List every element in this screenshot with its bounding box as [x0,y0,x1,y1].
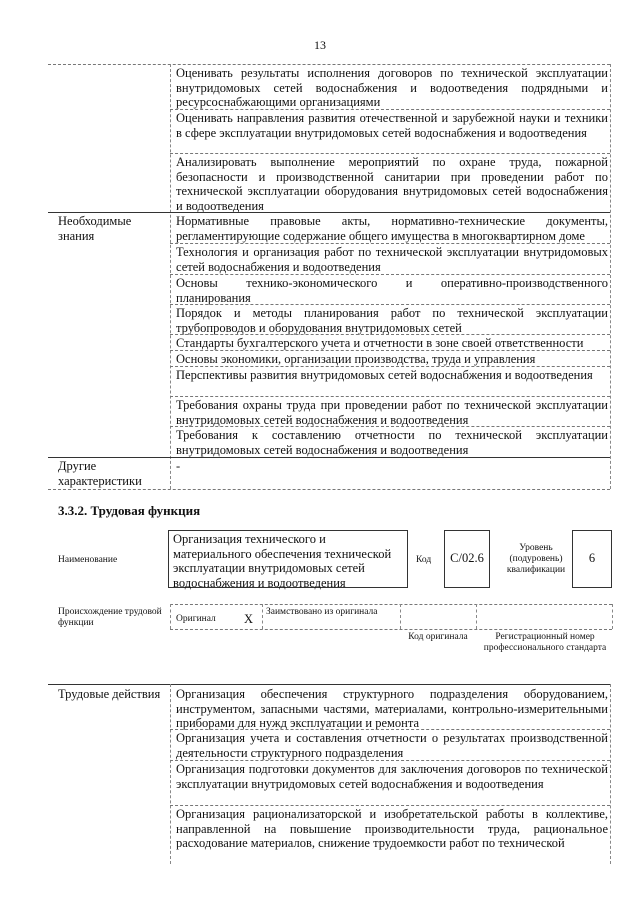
section-rule [48,457,610,458]
origin-divider [400,604,401,629]
original-mark: X [244,612,254,626]
knowledge-row: Основы технико-экономического и оперативно-производственного планирования [176,276,608,305]
skill-row: Оценивать направления развития отечественной и зарубежной науки и техники в сфере эксплуатации внутридомовых сетей водоснабжения и водоотведения [176,111,608,140]
table-column-divider [170,684,171,864]
table-top-rule [48,684,610,685]
knowledge-row: Требования к составлению отчетности по технической эксплуатации внутридомовых сетей водоснабжения и водоотведения [176,428,608,457]
qualification-level-label: Уровень (подуровень) квалификации [506,543,566,575]
code-label: Код [416,555,432,565]
action-row: Организация учета и составления отчетности о результатах производственной деятельности структурного подразделения [176,731,608,760]
knowledge-row: Нормативные правовые акты, нормативно-технические документы, регламентирующие содержание общего имущества в многоквартирном доме [176,214,608,243]
action-row: Организация обеспечения структурного подразделения оборудованием, инструментом, запасными частями, материалами, контрольно-измерительными приборами для нужд эксплуатации и ремонта [176,687,608,730]
row-rule [170,274,610,275]
name-label: Наименование [58,555,118,565]
knowledge-row: Стандарты бухгалтерского учета и отчетности в зоне своей ответственности [176,336,584,350]
origin-label: Происхождение трудовой функции [58,607,162,628]
origin-divider [612,604,613,629]
knowledge-row: Порядок и методы планирования работ по технической эксплуатации трубопроводов и оборудования внутридомовых сетей [176,306,608,335]
skill-row: Анализировать выполнение мероприятий по охране труда, пожарной безопасности и производственной санитарии при проведении работ по технической эксплуатации оборудования внутридомовых сетей водоснабжения и водоотведения [176,155,608,213]
origin-divider [262,604,263,629]
origin-top-rule [170,604,612,605]
level-value: 6 [588,551,596,565]
knowledge-label: Необходимые знания [58,214,132,243]
row-rule [170,805,610,806]
table-right-border [610,684,611,864]
code-value: С/02.6 [450,551,484,565]
function-name-value: Организация технического и материального обеспечения технической эксплуатации внутридомовых сетей водоснабжения и водоотведения [173,532,392,590]
row-rule [170,334,610,335]
knowledge-row: Технология и организация работ по технической эксплуатации внутридомовых сетей водоснабжения и водоотведения [176,245,608,274]
row-rule [170,243,610,244]
borrowed-label: Заимствовано из оригинала [266,607,378,617]
row-rule [170,396,610,397]
code-original-label: Код оригинала [408,632,468,642]
row-rule [170,729,610,730]
row-rule [170,304,610,305]
row-rule [170,153,610,154]
action-row: Организация подготовки документов для заключения договоров по технической эксплуатации внутридомовых сетей водоснабжения и водоотведения [176,762,608,791]
registration-number-label: Регистрационный номер профессионального стандарта [483,632,607,653]
table-right-border [610,64,611,489]
row-rule [170,366,610,367]
other-characteristics-label: Другие характеристики [58,459,142,488]
origin-divider [170,604,171,629]
origin-divider [476,604,477,629]
knowledge-row: Перспективы развития внутридомовых сетей водоснабжения и водоотведения [176,368,593,382]
other-characteristics-value: - [176,459,181,473]
page-number: 13 [314,38,326,52]
section-rule [48,212,610,213]
row-rule [170,426,610,427]
table-bottom-rule [48,489,610,490]
row-rule [170,760,610,761]
original-label: Оригинал [176,614,216,624]
skill-row: Оценивать результаты исполнения договоров по технической эксплуатации внутридомовых сетей водоснабжения и водоотведения подрядными и ресурсоснабжающими организациями [176,66,608,109]
row-rule [170,109,610,110]
table-top-rule [48,64,610,65]
origin-bottom-rule [170,629,612,630]
section-heading: 3.3.2. Трудовая функция [58,503,201,518]
knowledge-row: Основы экономики, организации производства, труда и управления [176,352,536,366]
action-row: Организация рационализаторской и изобретательской работы в коллективе, направленной на повышение производительности труда, рациональное расходование материалов, снижение трудоемкости работ по технической [176,807,608,850]
row-rule [170,350,610,351]
knowledge-row: Требования охраны труда при проведении работ по технической эксплуатации внутридомовых сетей водоснабжения и водоотведения [176,398,608,427]
labour-actions-label: Трудовые действия [58,687,161,701]
